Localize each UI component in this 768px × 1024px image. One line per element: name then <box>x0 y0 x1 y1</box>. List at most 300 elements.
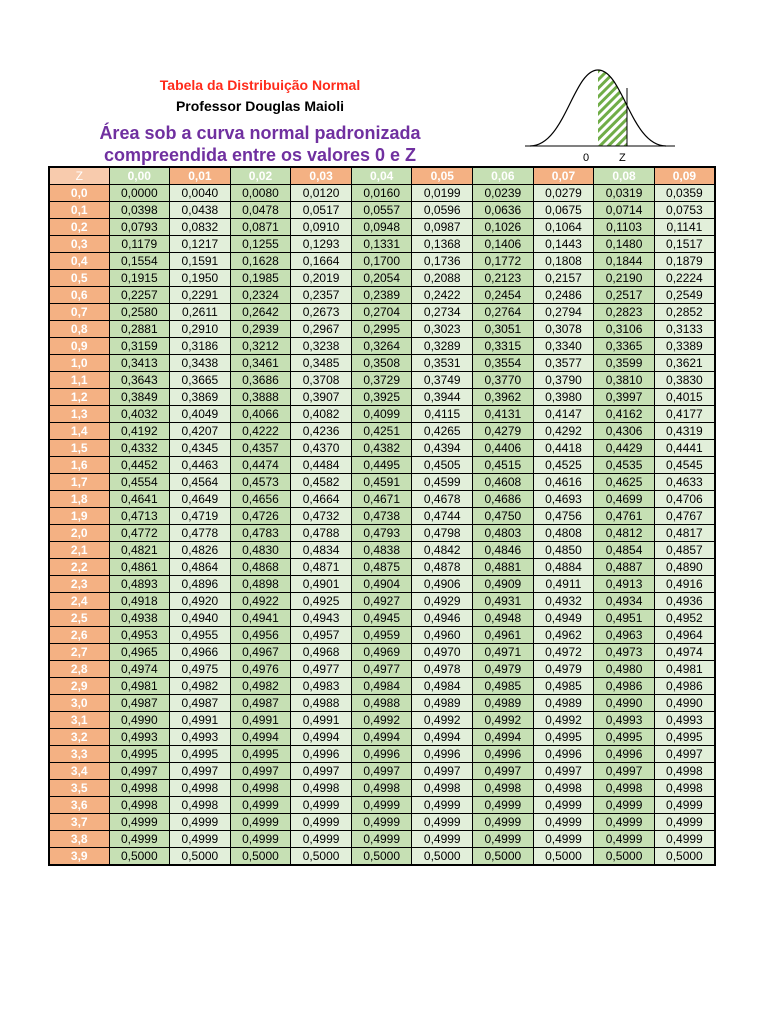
table-cell: 0,4927 <box>351 593 412 610</box>
table-cell: 0,4936 <box>654 593 715 610</box>
table-cell: 0,4279 <box>473 423 534 440</box>
table-cell: 0,0596 <box>412 202 473 219</box>
row-header-z: 1,8 <box>49 491 109 508</box>
table-cell: 0,2422 <box>412 287 473 304</box>
table-cell: 0,4429 <box>594 440 655 457</box>
header-corner-z: Z <box>49 167 109 185</box>
table-cell: 0,4987 <box>170 695 231 712</box>
table-cell: 0,4992 <box>533 712 594 729</box>
table-cell: 0,4686 <box>473 491 534 508</box>
table-cell: 0,4162 <box>594 406 655 423</box>
table-cell: 0,0279 <box>533 185 594 202</box>
table-cell: 0,3106 <box>594 321 655 338</box>
table-cell: 0,4573 <box>230 474 291 491</box>
table-row <box>49 678 715 695</box>
title-table-name: Tabela da Distribuição Normal <box>159 77 361 93</box>
title-description-line1: Área sob a curva normal padronizada <box>99 123 421 143</box>
table-cell: 0,3729 <box>351 372 412 389</box>
table-cell: 0,4999 <box>412 831 473 848</box>
table-cell: 0,3830 <box>654 372 715 389</box>
table-cell: 0,3051 <box>473 321 534 338</box>
table-cell: 0,4999 <box>109 831 170 848</box>
table-cell: 0,4969 <box>351 644 412 661</box>
row-header-z: 2,5 <box>49 610 109 627</box>
table-cell: 0,4999 <box>351 797 412 814</box>
table-cell: 0,4834 <box>291 542 352 559</box>
table-cell: 0,4999 <box>351 831 412 848</box>
row-header-z: 3,8 <box>49 831 109 848</box>
table-cell: 0,3023 <box>412 321 473 338</box>
table-cell: 0,4988 <box>351 695 412 712</box>
table-cell: 0,3289 <box>412 338 473 355</box>
table-cell: 0,1331 <box>351 236 412 253</box>
row-header-z: 2,0 <box>49 525 109 542</box>
table-cell: 0,0359 <box>654 185 715 202</box>
column-header: 0,07 <box>533 167 594 185</box>
table-cell: 0,4656 <box>230 491 291 508</box>
table-cell: 0,4744 <box>412 508 473 525</box>
table-cell: 0,4505 <box>412 457 473 474</box>
table-cell: 0,1368 <box>412 236 473 253</box>
table-cell: 0,4808 <box>533 525 594 542</box>
row-header-z: 2,2 <box>49 559 109 576</box>
table-cell: 0,4979 <box>473 661 534 678</box>
table-cell: 0,4441 <box>654 440 715 457</box>
table-row <box>49 389 715 406</box>
table-cell: 0,4997 <box>170 763 231 780</box>
table-cell: 0,4545 <box>654 457 715 474</box>
table-cell: 0,4878 <box>412 559 473 576</box>
table-cell: 0,3554 <box>473 355 534 372</box>
table-cell: 0,4826 <box>170 542 231 559</box>
row-header-z: 3,9 <box>49 848 109 866</box>
table-cell: 0,3438 <box>170 355 231 372</box>
table-cell: 0,4649 <box>170 491 231 508</box>
table-cell: 0,4997 <box>230 763 291 780</box>
table-cell: 0,4998 <box>654 763 715 780</box>
table-cell: 0,4474 <box>230 457 291 474</box>
table-cell: 0,3686 <box>230 372 291 389</box>
table-cell: 0,4495 <box>351 457 412 474</box>
row-header-z: 3,6 <box>49 797 109 814</box>
table-cell: 0,1554 <box>109 253 170 270</box>
table-cell: 0,4982 <box>170 678 231 695</box>
table-cell: 0,4965 <box>109 644 170 661</box>
table-cell: 0,4772 <box>109 525 170 542</box>
table-row <box>49 848 715 866</box>
table-cell: 0,4864 <box>170 559 231 576</box>
table-cell: 0,2123 <box>473 270 534 287</box>
label-z: Z <box>619 152 626 164</box>
table-cell: 0,3508 <box>351 355 412 372</box>
table-cell: 0,4382 <box>351 440 412 457</box>
shaded-area-0-to-z <box>530 70 666 146</box>
table-cell: 0,4985 <box>473 678 534 695</box>
table-cell: 0,4803 <box>473 525 534 542</box>
table-cell: 0,5000 <box>654 848 715 866</box>
table-cell: 0,4999 <box>473 814 534 831</box>
table-cell: 0,4738 <box>351 508 412 525</box>
table-cell: 0,4952 <box>654 610 715 627</box>
table-cell: 0,0557 <box>351 202 412 219</box>
row-header-z: 2,7 <box>49 644 109 661</box>
table-cell: 0,4993 <box>109 729 170 746</box>
table-cell: 0,1879 <box>654 253 715 270</box>
table-cell: 0,4582 <box>291 474 352 491</box>
table-cell: 0,4999 <box>170 831 231 848</box>
table-row <box>49 712 715 729</box>
table-cell: 0,4976 <box>230 661 291 678</box>
table-cell: 0,0714 <box>594 202 655 219</box>
table-cell: 0,4484 <box>291 457 352 474</box>
table-cell: 0,4756 <box>533 508 594 525</box>
table-cell: 0,3078 <box>533 321 594 338</box>
table-cell: 0,2734 <box>412 304 473 321</box>
table-cell: 0,4850 <box>533 542 594 559</box>
table-cell: 0,4881 <box>473 559 534 576</box>
table-cell: 0,1443 <box>533 236 594 253</box>
table-row <box>49 355 715 372</box>
table-cell: 0,3925 <box>351 389 412 406</box>
table-cell: 0,4963 <box>594 627 655 644</box>
table-cell: 0,4931 <box>473 593 534 610</box>
table-cell: 0,4846 <box>473 542 534 559</box>
table-cell: 0,4177 <box>654 406 715 423</box>
table-cell: 0,0517 <box>291 202 352 219</box>
table-cell: 0,4987 <box>230 695 291 712</box>
table-cell: 0,4761 <box>594 508 655 525</box>
table-cell: 0,3531 <box>412 355 473 372</box>
table-cell: 0,4997 <box>533 763 594 780</box>
table-row <box>49 508 715 525</box>
table-cell: 0,4370 <box>291 440 352 457</box>
table-cell: 0,4616 <box>533 474 594 491</box>
table-cell: 0,4066 <box>230 406 291 423</box>
table-cell: 0,4918 <box>109 593 170 610</box>
table-cell: 0,4719 <box>170 508 231 525</box>
table-cell: 0,4998 <box>170 780 231 797</box>
table-cell: 0,4564 <box>170 474 231 491</box>
table-cell: 0,4535 <box>594 457 655 474</box>
table-cell: 0,2881 <box>109 321 170 338</box>
table-cell: 0,4857 <box>654 542 715 559</box>
table-cell: 0,4706 <box>654 491 715 508</box>
table-header-row <box>49 167 715 185</box>
table-cell: 0,4948 <box>473 610 534 627</box>
row-header-z: 2,6 <box>49 627 109 644</box>
table-cell: 0,4898 <box>230 576 291 593</box>
table-cell: 0,5000 <box>170 848 231 866</box>
table-cell: 0,4992 <box>412 712 473 729</box>
table-cell: 0,0793 <box>109 219 170 236</box>
table-cell: 0,3770 <box>473 372 534 389</box>
table-cell: 0,4997 <box>412 763 473 780</box>
table-row <box>49 457 715 474</box>
table-cell: 0,4996 <box>533 746 594 763</box>
table-cell: 0,0636 <box>473 202 534 219</box>
table-cell: 0,4996 <box>594 746 655 763</box>
table-cell: 0,2967 <box>291 321 352 338</box>
table-cell: 0,3962 <box>473 389 534 406</box>
table-cell: 0,4525 <box>533 457 594 474</box>
row-header-z: 1,9 <box>49 508 109 525</box>
table-row <box>49 338 715 355</box>
table-cell: 0,3888 <box>230 389 291 406</box>
row-header-z: 3,5 <box>49 780 109 797</box>
table-cell: 0,4925 <box>291 593 352 610</box>
table-cell: 0,4418 <box>533 440 594 457</box>
row-header-z: 1,3 <box>49 406 109 423</box>
table-cell: 0,3665 <box>170 372 231 389</box>
table-row <box>49 287 715 304</box>
table-cell: 0,4750 <box>473 508 534 525</box>
table-cell: 0,4726 <box>230 508 291 525</box>
table-cell: 0,0675 <box>533 202 594 219</box>
table-row <box>49 576 715 593</box>
table-row <box>49 763 715 780</box>
table-row <box>49 559 715 576</box>
column-header: 0,08 <box>594 167 655 185</box>
table-row <box>49 542 715 559</box>
row-header-z: 1,5 <box>49 440 109 457</box>
table-cell: 0,4713 <box>109 508 170 525</box>
table-cell: 0,1915 <box>109 270 170 287</box>
table-cell: 0,4974 <box>109 661 170 678</box>
column-header: 0,00 <box>109 167 170 185</box>
title-description <box>60 122 460 166</box>
table-cell: 0,4984 <box>412 678 473 695</box>
table-cell: 0,4984 <box>351 678 412 695</box>
table-cell: 0,4978 <box>412 661 473 678</box>
table-cell: 0,0948 <box>351 219 412 236</box>
table-cell: 0,4998 <box>230 780 291 797</box>
table-cell: 0,4953 <box>109 627 170 644</box>
table-cell: 0,4693 <box>533 491 594 508</box>
table-cell: 0,3133 <box>654 321 715 338</box>
table-cell: 0,4817 <box>654 525 715 542</box>
row-header-z: 0,9 <box>49 338 109 355</box>
row-header-z: 0,7 <box>49 304 109 321</box>
table-cell: 0,4463 <box>170 457 231 474</box>
table-cell: 0,4265 <box>412 423 473 440</box>
table-row <box>49 797 715 814</box>
table-cell: 0,4934 <box>594 593 655 610</box>
table-cell: 0,3849 <box>109 389 170 406</box>
row-header-z: 3,7 <box>49 814 109 831</box>
table-row <box>49 440 715 457</box>
table-cell: 0,1141 <box>654 219 715 236</box>
table-cell: 0,3749 <box>412 372 473 389</box>
table-cell: 0,4991 <box>170 712 231 729</box>
table-cell: 0,3577 <box>533 355 594 372</box>
table-cell: 0,4986 <box>654 678 715 695</box>
table-cell: 0,4960 <box>412 627 473 644</box>
table-row <box>49 729 715 746</box>
table-cell: 0,4972 <box>533 644 594 661</box>
table-cell: 0,2019 <box>291 270 352 287</box>
table-cell: 0,3340 <box>533 338 594 355</box>
table-cell: 0,4032 <box>109 406 170 423</box>
table-cell: 0,4207 <box>170 423 231 440</box>
table-cell: 0,4940 <box>170 610 231 627</box>
table-cell: 0,2823 <box>594 304 655 321</box>
table-cell: 0,0438 <box>170 202 231 219</box>
table-cell: 0,4999 <box>594 831 655 848</box>
table-cell: 0,4999 <box>170 814 231 831</box>
table-cell: 0,4875 <box>351 559 412 576</box>
table-row <box>49 423 715 440</box>
title-author: Professor Douglas Maioli <box>175 98 345 114</box>
table-cell: 0,1844 <box>594 253 655 270</box>
table-cell: 0,4599 <box>412 474 473 491</box>
table-row <box>49 372 715 389</box>
table-cell: 0,2054 <box>351 270 412 287</box>
table-row <box>49 202 715 219</box>
table-cell: 0,5000 <box>351 848 412 866</box>
table-cell: 0,4996 <box>412 746 473 763</box>
table-cell: 0,4941 <box>230 610 291 627</box>
table-cell: 0,4999 <box>230 814 291 831</box>
table-cell: 0,4608 <box>473 474 534 491</box>
table-cell: 0,3810 <box>594 372 655 389</box>
row-header-z: 0,4 <box>49 253 109 270</box>
table-cell: 0,3315 <box>473 338 534 355</box>
table-cell: 0,4991 <box>291 712 352 729</box>
row-header-z: 0,0 <box>49 185 109 202</box>
table-cell: 0,4992 <box>351 712 412 729</box>
table-cell: 0,3708 <box>291 372 352 389</box>
table-row <box>49 831 715 848</box>
table-cell: 0,4641 <box>109 491 170 508</box>
table-cell: 0,4979 <box>533 661 594 678</box>
table-cell: 0,4868 <box>230 559 291 576</box>
table-cell: 0,4798 <box>412 525 473 542</box>
table-cell: 0,3461 <box>230 355 291 372</box>
table-cell: 0,4999 <box>291 814 352 831</box>
table-cell: 0,1808 <box>533 253 594 270</box>
row-header-z: 3,3 <box>49 746 109 763</box>
table-cell: 0,4990 <box>654 695 715 712</box>
table-cell: 0,4015 <box>654 389 715 406</box>
table-cell: 0,4671 <box>351 491 412 508</box>
table-cell: 0,3365 <box>594 338 655 355</box>
label-zero: 0 <box>583 152 590 164</box>
table-cell: 0,2764 <box>473 304 534 321</box>
table-cell: 0,2910 <box>170 321 231 338</box>
table-cell: 0,1406 <box>473 236 534 253</box>
table-cell: 0,4986 <box>594 678 655 695</box>
table-cell: 0,4995 <box>533 729 594 746</box>
table-row <box>49 236 715 253</box>
table-cell: 0,4998 <box>291 780 352 797</box>
table-cell: 0,2224 <box>654 270 715 287</box>
table-cell: 0,4989 <box>473 695 534 712</box>
table-cell: 0,4966 <box>170 644 231 661</box>
table-row <box>49 321 715 338</box>
normal-curve-figure <box>525 66 675 166</box>
table-cell: 0,5000 <box>291 848 352 866</box>
table-cell: 0,4999 <box>533 797 594 814</box>
table-row <box>49 219 715 236</box>
table-cell: 0,3238 <box>291 338 352 355</box>
table-cell: 0,4967 <box>230 644 291 661</box>
table-cell: 0,1026 <box>473 219 534 236</box>
table-cell: 0,4977 <box>291 661 352 678</box>
table-cell: 0,4999 <box>412 814 473 831</box>
row-header-z: 0,3 <box>49 236 109 253</box>
table-cell: 0,4995 <box>230 746 291 763</box>
table-cell: 0,0239 <box>473 185 534 202</box>
row-header-z: 2,1 <box>49 542 109 559</box>
table-cell: 0,5000 <box>412 848 473 866</box>
table-cell: 0,4515 <box>473 457 534 474</box>
row-header-z: 1,4 <box>49 423 109 440</box>
table-cell: 0,1103 <box>594 219 655 236</box>
table-cell: 0,2794 <box>533 304 594 321</box>
table-cell: 0,3264 <box>351 338 412 355</box>
table-cell: 0,4793 <box>351 525 412 542</box>
table-cell: 0,3621 <box>654 355 715 372</box>
table-cell: 0,2291 <box>170 287 231 304</box>
table-cell: 0,4812 <box>594 525 655 542</box>
table-cell: 0,4995 <box>654 729 715 746</box>
table-cell: 0,0120 <box>291 185 352 202</box>
table-cell: 0,2704 <box>351 304 412 321</box>
table-cell: 0,4887 <box>594 559 655 576</box>
table-cell: 0,5000 <box>594 848 655 866</box>
table-cell: 0,4968 <box>291 644 352 661</box>
table-cell: 0,0398 <box>109 202 170 219</box>
table-cell: 0,4049 <box>170 406 231 423</box>
table-cell: 0,4452 <box>109 457 170 474</box>
table-cell: 0,4871 <box>291 559 352 576</box>
table-cell: 0,4990 <box>109 712 170 729</box>
table-cell: 0,4830 <box>230 542 291 559</box>
table-cell: 0,4997 <box>291 763 352 780</box>
table-cell: 0,4332 <box>109 440 170 457</box>
table-cell: 0,4999 <box>473 831 534 848</box>
table-cell: 0,4922 <box>230 593 291 610</box>
table-cell: 0,4994 <box>230 729 291 746</box>
table-cell: 0,4999 <box>230 831 291 848</box>
table-cell: 0,3944 <box>412 389 473 406</box>
table-cell: 0,4945 <box>351 610 412 627</box>
table-row <box>49 746 715 763</box>
table-cell: 0,4994 <box>473 729 534 746</box>
table-cell: 0,2517 <box>594 287 655 304</box>
table-cell: 0,4901 <box>291 576 352 593</box>
table-cell: 0,4997 <box>654 746 715 763</box>
table-row <box>49 695 715 712</box>
table-cell: 0,4996 <box>351 746 412 763</box>
column-header: 0,03 <box>291 167 352 185</box>
table-row <box>49 661 715 678</box>
table-cell: 0,0871 <box>230 219 291 236</box>
table-cell: 0,0080 <box>230 185 291 202</box>
column-header: 0,06 <box>473 167 534 185</box>
table-cell: 0,4990 <box>594 695 655 712</box>
table-cell: 0,4854 <box>594 542 655 559</box>
table-cell: 0,3159 <box>109 338 170 355</box>
table-cell: 0,4987 <box>109 695 170 712</box>
table-cell: 0,2157 <box>533 270 594 287</box>
table-cell: 0,3907 <box>291 389 352 406</box>
table-cell: 0,4821 <box>109 542 170 559</box>
table-cell: 0,2852 <box>654 304 715 321</box>
table-cell: 0,4943 <box>291 610 352 627</box>
table-cell: 0,4974 <box>654 644 715 661</box>
table-cell: 0,4664 <box>291 491 352 508</box>
